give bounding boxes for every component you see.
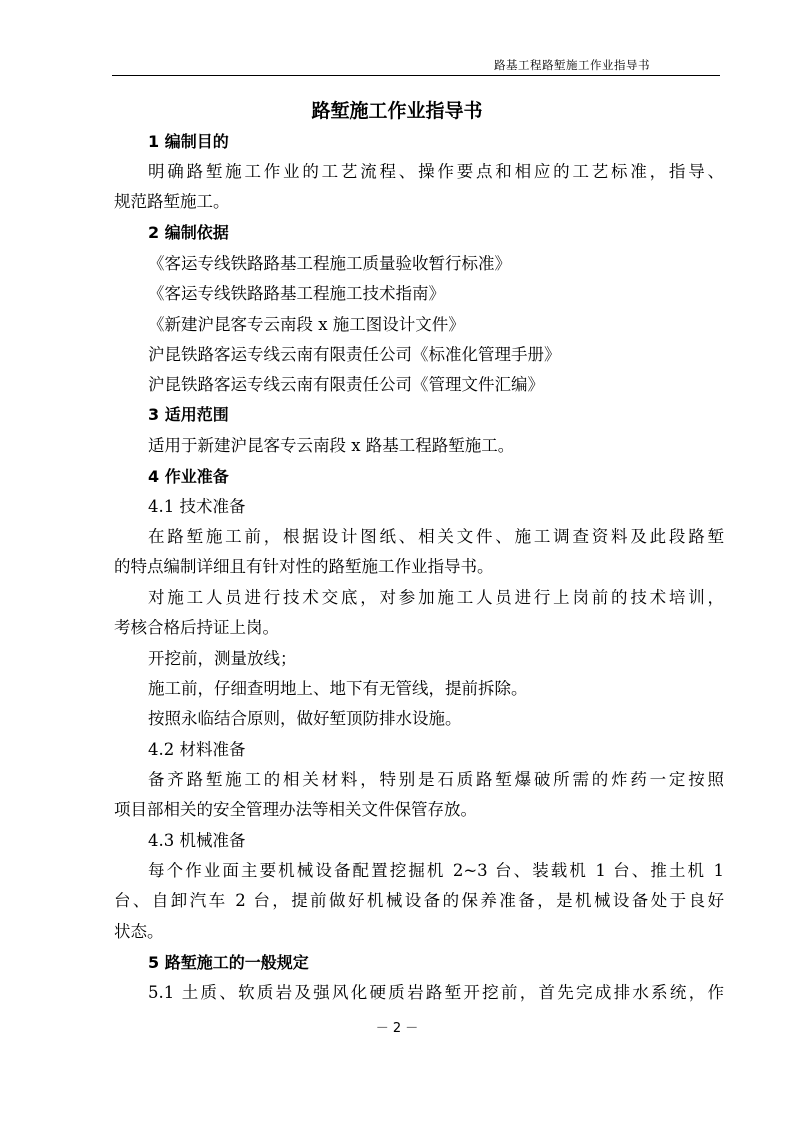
reference-item: 沪昆铁路客运专线云南有限责任公司《管理文件汇编》 xyxy=(148,375,544,394)
reference-item: 沪昆铁路客运专线云南有限责任公司《标准化管理手册》 xyxy=(148,345,561,364)
document-title: 路堑施工作业指导书 xyxy=(311,100,483,122)
section-4-1-paragraph-line: 考核合格后持证上岗。 xyxy=(114,618,279,637)
section-4-1-paragraph: 开挖前，测量放线； xyxy=(148,649,297,668)
section-4-1-paragraph-line: 的特点编制详细且有针对性的路堑施工作业指导书。 xyxy=(114,557,494,576)
section-4-heading: 4 作业准备 xyxy=(148,467,229,486)
section-1-paragraph-line: 规范路堑施工。 xyxy=(114,192,230,211)
section-4-1-paragraph: 按照永临结合原则，做好堑顶防排水设施。 xyxy=(148,709,462,728)
section-4-3-heading: 4.3 机械准备 xyxy=(148,831,246,850)
reference-item: 《新建沪昆客专云南段 x 施工图设计文件》 xyxy=(148,315,465,334)
section-5-1-paragraph-line: 5.1 土质、软质岩及强风化硬质岩路堑开挖前，首先完成排水系统，作 xyxy=(148,983,724,1002)
running-header xyxy=(112,57,720,76)
section-3-paragraph: 适用于新建沪昆客专云南段 x 路基工程路堑施工。 xyxy=(148,436,515,455)
section-4-3-paragraph-line: 状态。 xyxy=(114,922,164,941)
section-4-1-heading: 4.1 技术准备 xyxy=(148,497,246,516)
section-4-2-paragraph-line: 项目部相关的安全管理办法等相关文件保管存放。 xyxy=(114,800,477,819)
reference-item: 《客运专线铁路路基工程施工质量验收暂行标准》 xyxy=(148,254,511,273)
section-4-2-paragraph-line: 备齐路堑施工的相关材料，特别是石质路堑爆破所需的炸药一定按照 xyxy=(148,770,724,789)
section-4-1-paragraph-line: 在路堑施工前，根据设计图纸、相关文件、施工调查资料及此段路堑 xyxy=(148,527,724,546)
section-2-heading: 2 编制依据 xyxy=(148,223,229,242)
page-number: － 2 － xyxy=(375,1021,419,1036)
reference-item: 《客运专线铁路路基工程施工技术指南》 xyxy=(148,284,445,303)
section-1-heading: 1 编制目的 xyxy=(148,132,229,151)
section-4-2-heading: 4.2 材料准备 xyxy=(148,740,246,759)
section-3-heading: 3 适用范围 xyxy=(148,405,229,424)
section-4-1-paragraph-line: 对施工人员进行技术交底，对参加施工人员进行上岗前的技术培训， xyxy=(148,588,724,607)
header-title: 路基工程路堑施工作业指导书 xyxy=(494,58,650,72)
section-5-heading: 5 路堑施工的一般规定 xyxy=(148,953,309,972)
section-4-3-paragraph-line: 台、自卸汽车 2 台，提前做好机械设备的保养准备，是机械设备处于良好 xyxy=(114,891,724,910)
section-1-paragraph-line: 明确路堑施工作业的工艺流程、操作要点和相应的工艺标准，指导、 xyxy=(148,162,724,181)
section-4-3-paragraph-line: 每个作业面主要机械设备配置挖掘机 2~3 台、装载机 1 台、推土机 1 xyxy=(148,861,724,880)
section-4-1-paragraph: 施工前，仔细查明地上、地下有无管线，提前拆除。 xyxy=(148,679,528,698)
